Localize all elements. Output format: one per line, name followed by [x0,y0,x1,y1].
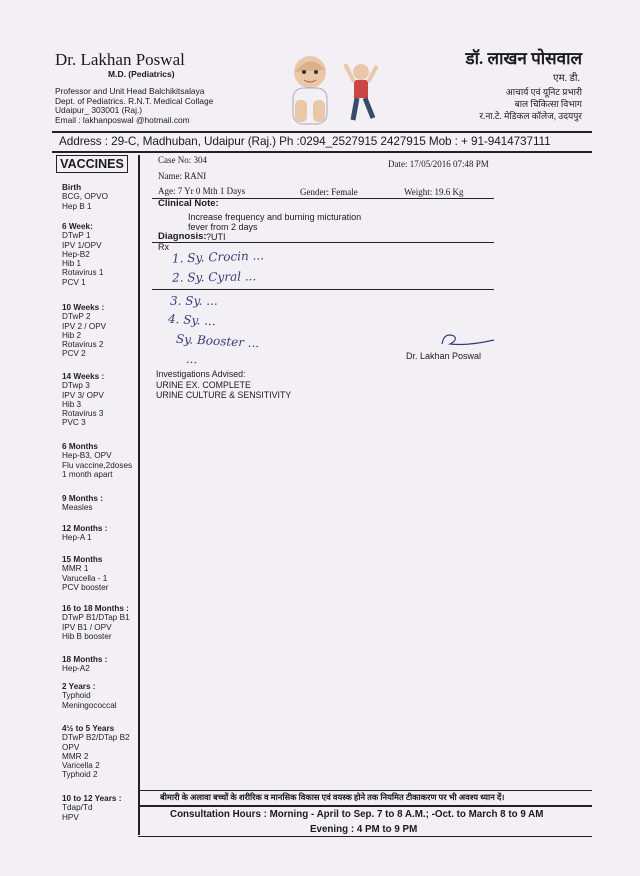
address-bar: Address : 29-C, Madhuban, Udaipur (Raj.) Ph :0294_2527915 2427915 Mob : + 91-9414737111 [59,134,551,148]
investigation-item: URINE CULTURE & SENSITIVITY [156,390,292,400]
vaccine-group: 16 to 18 Months : DTwP B1/DTap B1 IPV B1 / OPV Hib B booster [62,604,130,641]
clinical-note-heading: Clinical Note: [158,198,219,209]
visit-date: Date: 17/05/2016 07:48 PM [388,159,489,169]
email-line: Email : lakhanposwal @hotmail.com [55,114,190,125]
vaccine-group: 6 Months Hep-B3, OPV Flu vaccine,2doses 1 month apart [62,442,133,479]
vaccine-group: 12 Months : Hep-A 1 [62,524,108,543]
footer-mid-rule [138,805,592,807]
investigation-item: URINE EX. COMPLETE [156,380,251,390]
children-illustration [283,50,393,135]
designation-line: Udaipur_ 303001 (Raj.) [55,105,143,116]
diagnosis-value: ?UTI [206,232,226,242]
rx-handwritten-line: 4. Sy. ... [167,311,217,329]
doctor-designation [55,87,213,125]
vaccine-group: 6 Week: DTwP 1 IPV 1/OPV Hep-B2 Hib 1 Rotavirus 1 PCV 1 [62,222,104,287]
investigations-heading: Investigations Advised: [156,369,246,379]
vaccine-group: 15 Months MMR 1 Varucella - 1 PCV booster [62,555,109,592]
signature-mark [438,330,498,352]
vaccine-group: Birth BCG, OPVO Hep B 1 [62,183,108,211]
vaccine-group: 10 to 12 Years : Tdap/Td HPV [62,794,122,822]
vaccine-group: 4½ to 5 Years DTwP B2/DTap B2 OPV MMR 2 Varicella 2 Typhoid 2 [62,724,130,780]
vaccine-group: 14 Weeks : DTwp 3 IPV 3/ OPV Hib 3 Rotavirus 3 PVC 3 [62,372,105,428]
consultation-hours: Consultation Hours : Morning - April to Sep. 7 to 8 A.M.; -Oct. to March 8 to 9 AM [170,809,544,820]
vaccine-group: 10 Weeks : DTwP 2 IPV 2 / OPV Hib 2 Rotavirus 2 PCV 2 [62,303,107,359]
rx-handwritten-line: 1. Sy. Crocin ... [171,248,265,266]
rx-label: Rx [158,242,169,252]
diagnosis-label: Diagnosis: [158,231,207,242]
doctor-degree: M.D. (Pediatrics) [108,69,175,79]
patient-name: Name: RANI [158,171,207,181]
rx-handwritten-line: ... [185,351,198,367]
designation-line: Dept. of Pediatrics. R.N.T. Medical Collage [55,95,214,106]
footer-bottom-rule [138,836,592,837]
patient-age: Age: 7 Yr 0 Mth 1 Days [158,186,246,196]
footer-hindi-note: बीमारी के अलावा बच्चों के शरीरिक व मानसिक विकास एवं वयस्क होने तक नियमित टीकाकरण पर भी अवश्य ध्यान दें। [160,793,505,802]
footer-top-rule [138,790,592,791]
designation-hindi [479,86,582,122]
rx-handwritten-line: Sy. Booster ... [175,331,260,351]
doctor-name-hindi: डॉ. लाखन पोसवाल [465,49,582,68]
address-top-rule [52,131,592,133]
vaccine-group: 9 Months : Measles [62,494,103,513]
designation-hindi-line: र.ना.टे. मेडिकल कॉलेज, उदयपुर [479,111,582,121]
rx-rule [152,289,494,290]
vaccine-group: 2 Years : Typhoid Meningococcal [62,682,117,710]
signature-name: Dr. Lakhan Poswal [406,351,482,361]
designation-line: Professor and Unit Head Balchikitsalaya [55,86,205,96]
diagnosis-rule [152,242,494,243]
sidebar-divider [138,155,140,835]
rx-handwritten-line: 3. Sy. ... [170,294,218,308]
designation-hindi-line: आचार्य एवं यूनिट प्रभारी [505,87,582,97]
vaccines-title: VACCINES [56,155,128,173]
rx-handwritten-line: 2. Sy. Cyral ... [171,269,257,285]
vaccine-group: 18 Months : Hep-A2 [62,655,108,674]
evening-hours: Evening : 4 PM to 9 PM [310,824,418,835]
patient-weight: Weight: 19.6 Kg [404,187,464,197]
clinical-note-line: Increase frequency and burning micturation [188,212,362,222]
designation-hindi-line: बाल चिकित्सा विभाग [514,99,582,109]
patient-gender: Gender: Female [300,187,358,197]
case-number: Case No: 304 [158,155,207,165]
address-bottom-rule [52,151,592,153]
doctor-degree-hindi: एम. डी. [553,73,580,84]
doctor-name: Dr. Lakhan Poswal [55,50,185,69]
clinical-note-line: fever from 2 days [188,222,258,232]
